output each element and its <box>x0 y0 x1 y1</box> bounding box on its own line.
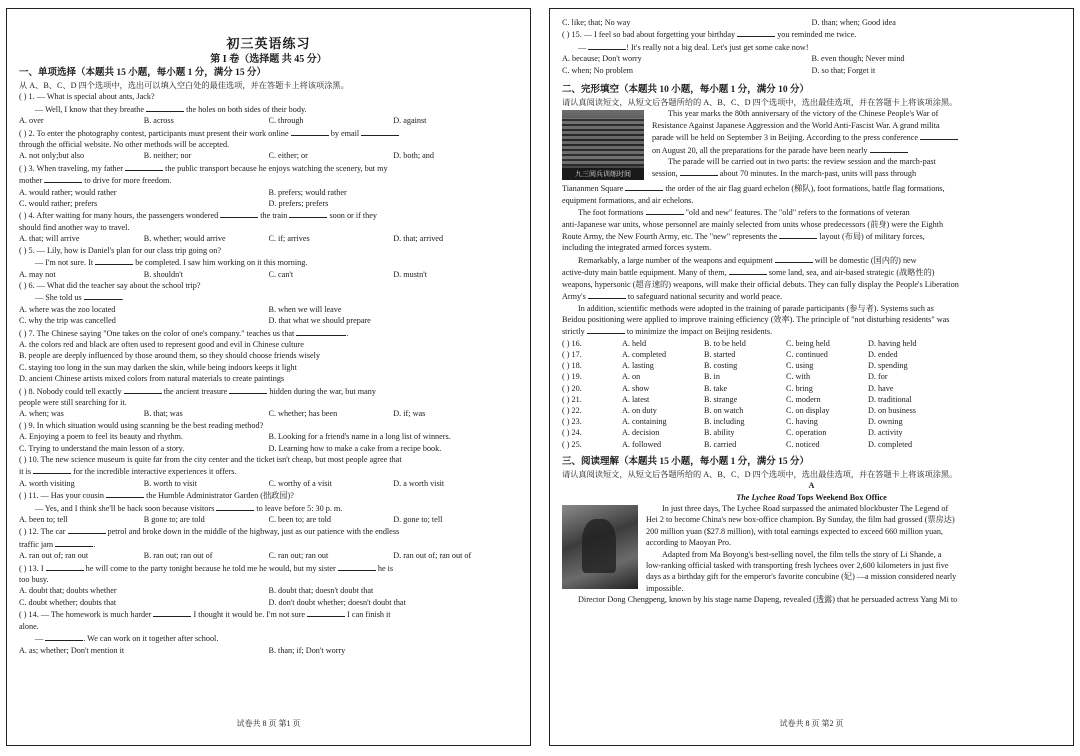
reading-line: according to Maoyan Pro. <box>646 538 732 548</box>
cloze-item-number: ( ) 25. <box>562 439 582 449</box>
cloze-option: D. have <box>868 383 894 393</box>
option: C. staying too long in the sun may darken the skin, while being indoors keeps it light <box>19 362 297 372</box>
answer-blank <box>220 209 258 218</box>
cloze-line: Army's to safeguard national security and world peace. <box>562 292 783 302</box>
question-13-line2: too busy. <box>19 575 49 585</box>
answer-blank <box>33 465 71 474</box>
cloze-line: Route Army, the New Fourth Army, etc. The "new" represents the layout (布局) of military forces, <box>562 232 925 242</box>
question-3-options-2 <box>19 198 518 209</box>
option: C. why the trip was cancelled <box>19 316 116 326</box>
cloze-line: active-duty main battle equipment. Many of them, some land, sea, and air-based strategic (战略性的) <box>562 268 935 278</box>
cloze-option: D. traditional <box>868 394 912 404</box>
option: B gone to; are told <box>143 515 205 525</box>
option: A. doubt that; doubts whether <box>19 586 117 596</box>
cloze-line: The parade will be carried out in two parts: the review session and the march-past <box>668 157 936 167</box>
cloze-option: D. spending <box>868 361 908 371</box>
option: B. ran out; ran out of <box>143 551 213 561</box>
cloze-item-number: ( ) 18. <box>562 361 582 371</box>
section2-instruction: 请认真阅读短文，从短文后各题所给的 A、B、C、D 四个选项中，选出最佳选项，并在答题卡上将该项涂黑。 <box>562 98 958 108</box>
option: A. not only;but also <box>19 151 85 161</box>
cloze-line: equipment formations, and air echelons. <box>562 195 694 205</box>
answer-blank <box>775 254 813 263</box>
cloze-line: The foot formations "old and new" features. The "old" refers to the formations of veteran <box>578 208 910 218</box>
cloze-option: C. modern <box>786 394 821 404</box>
option: B. Looking for a friend's name in a long list of winners. <box>268 432 451 442</box>
answer-blank <box>729 266 767 275</box>
option: A. ran out of; ran out <box>19 551 89 561</box>
cloze-option: B. carried <box>704 439 737 449</box>
question-15-options-2 <box>562 65 1061 76</box>
option: D. both; and <box>393 151 434 161</box>
option: A. worth visiting <box>19 478 75 488</box>
answer-blank <box>680 167 718 176</box>
question-11-options <box>19 514 518 525</box>
reading-passage <box>562 503 1061 606</box>
question-5-line2: — I'm not sure. It be completed. I saw him working on it this morning. <box>35 258 308 268</box>
cloze-option: A. followed <box>622 439 662 449</box>
question-14-line2: alone. <box>19 621 39 631</box>
answer-blank <box>587 325 625 334</box>
question-13-options-1 <box>19 585 518 596</box>
volume-heading: 第 I 卷（选择题 共 45 分） <box>210 54 327 65</box>
option: D. that; arrived <box>393 234 444 244</box>
cloze-option: A. on duty <box>622 405 657 415</box>
cloze-line: This year marks the 80th anniversary of the victory of the Chinese People's War of <box>668 109 939 119</box>
cloze-option: A. containing <box>622 417 667 427</box>
option: C. Trying to understand the main lesson of a story. <box>19 443 185 453</box>
question-10-line2: it is for the incredible interactive experiences it offers. <box>19 467 237 477</box>
cloze-item-number: ( ) 16. <box>562 338 582 348</box>
cloze-option: B. in <box>704 372 720 382</box>
cloze-option: D. for <box>868 372 888 382</box>
parade-photo <box>562 110 644 180</box>
option: D. a worth visit <box>393 478 445 488</box>
option: A. been to; tell <box>19 515 68 525</box>
cloze-option: B. take <box>704 383 728 393</box>
answer-blank <box>55 538 93 547</box>
reading-line: 200 million yuan ($27.8 million), with total earnings expected to exceed 660 million yuan, <box>646 526 943 536</box>
page-footer: 试卷共 8 页 第1 页 <box>236 719 301 728</box>
reading-line: Hei 2 to become China's new box-office champion. By Sunday, the film had grossed (票房达) <box>646 515 955 525</box>
answer-blank <box>95 256 133 265</box>
answer-blank <box>229 385 267 394</box>
option: A. that; will arrive <box>19 234 80 244</box>
option: C. worthy of a visit <box>268 478 332 488</box>
question-1-options <box>19 115 518 126</box>
cloze-line: strictly to minimize the impact on Beijing residents. <box>562 327 773 337</box>
option: D. than; when; Good idea <box>811 18 896 27</box>
cloze-item-number: ( ) 23. <box>562 417 582 427</box>
question-6-options-1 <box>19 304 518 315</box>
answer-blank <box>296 327 346 336</box>
section1-instruction: 从 A、B、C、D 四个选项中，选出可以填入空白处的最佳选项，并在答题卡上将该项涂黑。 <box>19 81 349 90</box>
option: D. mustn't <box>393 269 428 279</box>
exam-title: 初三英语练习 <box>226 36 311 51</box>
cloze-option: B. including <box>704 417 745 427</box>
answer-blank <box>216 502 254 511</box>
question-6-options-2 <box>19 315 518 326</box>
answer-blank <box>106 489 144 498</box>
question-8-options <box>19 408 518 419</box>
option: B. neither; nor <box>143 151 192 161</box>
cloze-line: anti-Japanese war units, whose personnel are mainly selected from units whose predecessors (前身) were the Eighth <box>562 219 944 229</box>
option: A. Enjoying a poem to feel its beauty and rhythm. <box>19 432 183 442</box>
option: D. don't doubt whether; doesn't doubt that <box>268 597 406 607</box>
answer-blank <box>289 209 327 218</box>
question-3-options-1 <box>19 187 518 198</box>
option: B. worth to visit <box>143 478 197 488</box>
question-9-options-1 <box>19 431 518 442</box>
answer-blank <box>307 608 345 617</box>
option: C. doubt whether; doubts that <box>19 597 117 607</box>
cloze-option: C. noticed <box>786 439 820 449</box>
question-6-line2: — She told us . <box>35 293 124 303</box>
cloze-option: C. on display <box>786 405 830 415</box>
page-footer: 试卷共 8 页 第2 页 <box>779 719 844 728</box>
answer-blank <box>146 103 184 112</box>
answer-blank <box>124 385 162 394</box>
cloze-option: C. having <box>786 417 818 427</box>
cloze-option: C. using <box>786 361 814 371</box>
question-15-stem: ( ) 15. — I feel so bad about forgetting your birthday you reminded me twice. <box>562 30 857 40</box>
exam-page-1 <box>6 8 531 746</box>
option: A. may not <box>19 269 56 279</box>
question-4-options <box>19 233 518 244</box>
cloze-option: D. activity <box>868 428 903 438</box>
question-8-stem: ( ) 8. Nobody could tell exactly the ancient treasure hidden during the war, but many <box>19 386 376 396</box>
reading-line: Director Dong Chengpeng, known by his stage name Dapeng, revealed (透露) that he persuaded actress Yang Mi to <box>578 595 958 605</box>
movie-poster-image <box>562 505 638 589</box>
cloze-option: C. being held <box>786 338 830 348</box>
cloze-option: C. operation <box>786 428 827 438</box>
option: C. ran out; ran out <box>268 551 329 561</box>
answer-blank <box>153 608 191 617</box>
cloze-option: B. strange <box>704 394 738 404</box>
section3-instruction: 请认真阅读短文，从短文后各题所给的 A、B、C、D 四个选项中，选出最佳选项，并在答题卡上将该项涂黑。 <box>562 469 958 479</box>
cloze-item-number: ( ) 22. <box>562 405 582 415</box>
question-1-line2: — Well, I know that they breathe the holes on both sides of their body. <box>35 104 307 114</box>
question-4-line2: should find another way to travel. <box>19 222 130 232</box>
option: A. when; was <box>19 409 64 419</box>
cloze-item-number: ( ) 19. <box>562 372 582 382</box>
cloze-option: D. owning <box>868 417 903 427</box>
cloze-option: D. on business <box>868 405 916 415</box>
option: D. so that; Forget it <box>811 65 876 75</box>
cloze-line: on August 20, all the preparations for the parade have been nearly <box>652 144 1061 156</box>
cloze-line: session, about 70 minutes. In the march-past, units will pass through <box>652 169 917 179</box>
exam-page-2 <box>549 8 1074 746</box>
option: B. people are deeply influenced by those around them, so they should choose friends wisely <box>19 351 321 361</box>
cloze-item-number: ( ) 20. <box>562 383 582 393</box>
option: A. would rather; would rather <box>19 187 117 197</box>
answer-blank <box>46 562 84 571</box>
answer-blank <box>588 41 626 50</box>
option: D. if; was <box>393 409 426 419</box>
cloze-line: Resistance Against Japanese Aggression and the World Anti-Fascist War. A grand milita <box>652 120 940 130</box>
cloze-line: parade will be held on September 3 in Beijing. According to the press conference <box>652 131 1061 143</box>
cloze-passage <box>562 108 1061 337</box>
option: C. through <box>268 116 304 126</box>
cloze-option: A. decision <box>622 428 660 438</box>
question-10-stem: ( ) 10. The new science museum is quite far from the city center and the ticket isn't cheap, but most people agree that <box>19 455 402 464</box>
answer-blank <box>779 230 817 239</box>
option: D. gone to; tell <box>393 515 443 525</box>
reading-line: impossible. <box>646 583 684 593</box>
question-2-stem: ( ) 2. To enter the photography contest, participants must present their work online by email <box>19 127 518 139</box>
option: A. where was the zoo located <box>19 304 116 314</box>
option: D. against <box>393 116 427 126</box>
option: C. if; arrives <box>268 234 310 244</box>
question-2-options <box>19 150 518 161</box>
answer-blank <box>68 525 106 534</box>
question-12-options <box>19 550 518 561</box>
option: D. Learning how to make a cake from a recipe book. <box>268 443 442 453</box>
cloze-item-number: ( ) 24. <box>562 428 582 438</box>
reading-line: In just three days, The Lychee Road surpassed the animated blockbuster The Legend of <box>662 503 949 513</box>
question-14-options <box>19 645 518 656</box>
cloze-option: B. to be held <box>704 338 746 348</box>
cloze-option: B. costing <box>704 361 738 371</box>
question-7-stem: ( ) 7. The Chinese saying "One takes on the color of one's company." teaches us that . <box>19 328 349 338</box>
cloze-option: B. started <box>704 349 736 359</box>
cloze-option: D. having held <box>868 338 917 348</box>
option: B. doubt that; doesn't doubt that <box>268 586 374 596</box>
answer-blank <box>45 632 83 641</box>
question-14-line3: — . We can work on it together after school. <box>35 634 219 644</box>
option: A. as; whether; Don't mention it <box>19 645 125 655</box>
question-9-stem: ( ) 9. In which situation would using scanning be the best reading method? <box>19 420 264 430</box>
cloze-option: A. show <box>622 383 650 393</box>
option: B. shouldn't <box>143 269 183 279</box>
passage-title: The Lychee Road Tops Weekend Box Office <box>736 492 887 502</box>
question-5-options <box>19 269 518 280</box>
answer-blank <box>737 28 775 37</box>
question-15-options-1 <box>562 53 1061 64</box>
question-15-line2: — ! It's really not a big deal. Let's just get some cake now! <box>578 42 809 52</box>
question-4-stem: ( ) 4. After waiting for many hours, the passengers wondered the train soon or if they <box>19 211 377 221</box>
cloze-options-grid <box>562 338 1061 450</box>
cloze-line: Remarkably, a large number of the weapons and equipment will be domestic (国内的) new <box>578 255 917 265</box>
option: D. that what we should prepare <box>268 316 371 326</box>
question-3-line2: mother to drive for more freedom. <box>19 176 172 186</box>
answer-blank <box>588 290 626 299</box>
cloze-option: A. completed <box>622 349 667 359</box>
option: B. that; was <box>143 409 183 419</box>
option: C. been to; are told <box>268 515 332 525</box>
question-8-line2: people were still searching for it. <box>19 397 127 407</box>
question-11-line2: — Yes, and I think she'll be back soon because visitors to leave before 5: 30 p. m. <box>35 503 343 513</box>
option: C. can't <box>268 269 294 279</box>
option: C. either; or <box>268 151 308 161</box>
option: B. when we will leave <box>268 304 342 314</box>
question-2-line2: through the official website. No other methods will be accepted. <box>19 140 230 150</box>
question-11-stem: ( ) 11. — Has your cousin the Humble Administrator Garden (拙政园)? <box>19 491 294 501</box>
answer-blank <box>125 162 163 171</box>
section3-heading: 三、阅读理解（本题共 15 小题，每小题 1 分，满分 15 分） <box>562 456 810 467</box>
option: C. like; that; No way <box>562 18 631 27</box>
cloze-option: A. on <box>622 372 641 382</box>
question-9-options-2 <box>19 443 518 454</box>
question-3-stem: ( ) 3. When traveling, my father the public transport because he enjoys watching the scenery, but my <box>19 163 388 173</box>
cloze-option: A. latest <box>622 394 650 404</box>
photo-caption: 九三阅兵训练时间 <box>562 168 644 180</box>
option: A. the colors red and black are often used to represent good and evil in Chinese culture <box>19 339 304 349</box>
option: A. because; Don't worry <box>562 54 642 64</box>
cloze-item-number: ( ) 17. <box>562 349 582 359</box>
answer-blank <box>338 562 376 571</box>
passage-label: A <box>808 481 815 491</box>
section2-heading: 二、完形填空（本题共 10 小题，每小题 1 分，满分 10 分） <box>562 85 810 96</box>
option: B. prefers; would rather <box>268 187 347 197</box>
question-14-stem: ( ) 14. — The homework is much harder I thought it would be. I'm not sure I can finish it <box>19 610 391 620</box>
cloze-line: In addition, scientific methods were adopted in the training of parade participants (参与者). Systems such as <box>578 303 934 313</box>
option: B. across <box>143 116 174 126</box>
reading-line: Adapted from Ma Boyong's best-selling novel, the film tells the story of Li Shande, a <box>662 549 942 559</box>
cloze-option: C. bring <box>786 383 813 393</box>
option: B. whether; would arrive <box>143 234 226 244</box>
answer-blank <box>870 144 908 153</box>
question-12-line2: traffic jam . <box>19 539 96 549</box>
cloze-line: Tiananmen Square the order of the air flag guard echelon (梯队), foot formations, battle flag formations, <box>562 184 945 194</box>
cloze-option: D. completed <box>868 439 913 449</box>
question-12-stem: ( ) 12. The car petrol and broke down in the middle of the highway, just as our patience with the endless <box>19 527 400 537</box>
cloze-line: Beidou positioning were applied to improve training efficiency (效率). The principle of "not disturbing residents" was <box>562 314 950 324</box>
section1-heading: 一、单项选择（本题共 15 小题，每小题 1 分，满分 15 分） <box>19 68 267 78</box>
cloze-option: A. lasting <box>622 361 654 371</box>
cloze-option: B. on watch <box>704 405 744 415</box>
cloze-option: A. held <box>622 338 647 348</box>
cloze-line: including the integrated armed forces system. <box>562 243 712 253</box>
reading-line: low-ranking official tasked with transporting fresh lychees over 2,600 kilometers in just five <box>646 561 949 570</box>
question-1-stem: ( ) 1. — What is special about ants, Jack? <box>19 92 155 102</box>
cloze-option: B. ability <box>704 428 735 438</box>
cloze-option: D. ended <box>868 349 898 359</box>
question-13-options-2 <box>19 597 518 608</box>
answer-blank <box>920 131 958 140</box>
answer-blank <box>291 127 329 136</box>
answer-blank <box>625 182 663 191</box>
answer-blank <box>361 127 399 136</box>
cloze-option: C. with <box>786 372 811 382</box>
option: C. when; No problem <box>562 65 633 75</box>
option: D. prefers; prefers <box>268 199 329 209</box>
option: C. whether; has been <box>268 409 338 419</box>
option: B. even though; Never mind <box>811 54 905 64</box>
option: D. ran out of; ran out of <box>393 551 472 561</box>
question-14-options-cont <box>562 17 1061 28</box>
answer-blank <box>84 291 122 300</box>
answer-blank <box>646 206 684 215</box>
cloze-item-number: ( ) 21. <box>562 394 582 404</box>
option: D. ancient Chinese artists mixed colors from natural materials to create paintings <box>19 374 285 384</box>
option: B. than; if; Don't worry <box>268 645 346 655</box>
question-13-stem: ( ) 13. I he will come to the party tonight because he told me he would, but my sister he is <box>19 563 394 573</box>
question-6-stem: ( ) 6. — What did the teacher say about the school trip? <box>19 280 201 290</box>
question-10-options <box>19 478 518 489</box>
option: A. over <box>19 116 44 126</box>
answer-blank <box>44 174 82 183</box>
cloze-line: weapons, hypersonic (超音速的) weapons, will make their official debuts. They can fully display the People's Liberation <box>562 279 959 289</box>
cloze-option: C. continued <box>786 349 828 359</box>
option: C. would rather; prefers <box>19 199 98 209</box>
question-5-stem: ( ) 5. — Lily, how is Daniel's plan for our class trip going on? <box>19 245 221 255</box>
reading-line: days as a birthday gift for the emperor's favorite concubine (妃) —a mission considered nearly <box>646 572 957 582</box>
